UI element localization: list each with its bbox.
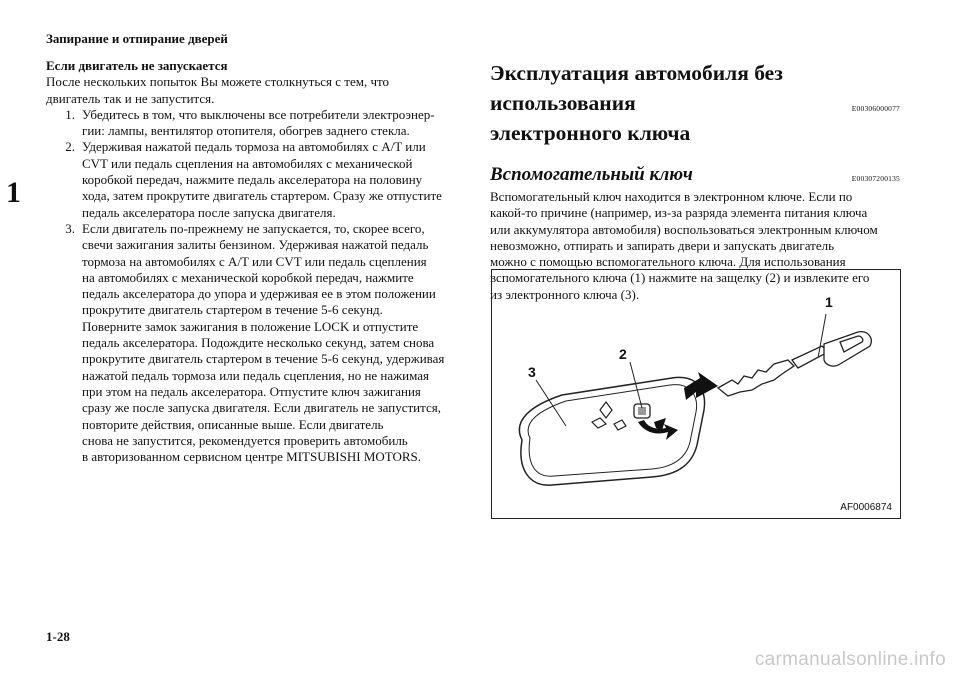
figure-code: AF0006874 <box>840 502 892 513</box>
step-line: CVT или педаль сцепления на автомобилях с механической <box>82 155 413 171</box>
intro-line: двигатель так и не запустится. <box>46 90 215 106</box>
step-line: коробкой передач, нажмите педаль акселератора на половину <box>82 172 423 188</box>
chapter-tab: 1 <box>6 176 21 209</box>
step-line: прокрутите двигатель стартером в течение 5-6 секунд, удерживая <box>82 351 445 367</box>
body-line: Вспомогательный ключ находится в электронном ключе. Если по <box>490 189 853 204</box>
section-title-line: Эксплуатация автомобиля без использования <box>490 61 783 115</box>
callout-3: 3 <box>528 364 536 380</box>
page-header-title: Запирание и отпирание дверей <box>46 31 228 46</box>
body-line: из электронного ключа (3). <box>490 286 640 302</box>
step-text <box>82 139 466 220</box>
emergency-key <box>718 332 871 396</box>
step-line: в авторизованном сервисном центре MITSUBISHI MOTORS. <box>82 449 422 465</box>
step-line: гии: лампы, вентилятор отопителя, обогрев заднего стекла. <box>82 123 410 139</box>
body-line: можно с помощью вспомогательного ключа. Для использования <box>490 254 846 270</box>
step-line: при этом на педаль акселератора. Отпустите ключ зажигания <box>82 383 421 399</box>
step-line: сразу же после запуска двигателя. Если двигатель не запустится, <box>82 400 441 416</box>
section-title <box>490 58 904 148</box>
step-line: нажатой педаль тормоза или педаль сцепления, но не нажимая <box>82 367 429 383</box>
step-number: 3. <box>65 220 75 236</box>
body-line: вспомогательного ключа (1) нажмите на защелку (2) и извлеките его <box>490 270 870 286</box>
callout-2: 2 <box>619 346 627 362</box>
step-number: 1. <box>65 106 75 122</box>
key-drawing <box>492 270 900 518</box>
body-line: невозможно, отпирать и запирать двери и запускать двигатель <box>490 237 835 253</box>
body-line: или аккумулятора автомобиля) воспользоваться электронным ключом <box>490 221 878 237</box>
right-column <box>490 58 904 303</box>
step-line: хода, затем прокрутите двигатель стартером. Сразу же отпустите <box>82 188 442 204</box>
subsection-title: Вспомогательный ключ <box>490 164 693 185</box>
step-line: педаль акселератора после запуска двигателя. <box>82 204 336 220</box>
step-line: тормоза на автомобилях с A/T или CVT или педаль сцепления <box>82 253 427 269</box>
step-line: повторите действия, описанные выше. Если двигатель <box>82 416 384 432</box>
steps-list <box>46 107 466 466</box>
subsection-code: E00307200135 <box>851 174 900 183</box>
subheading-engine-not-start: Если двигатель не запускается <box>46 58 228 73</box>
step-line: снова не запустится, рекомендуется проверить автомобиль <box>82 432 408 448</box>
step-text <box>82 221 466 465</box>
step-line: Убедитесь в том, что выключены все потребители электроэнер- <box>82 106 435 122</box>
step-item <box>46 107 466 140</box>
step-line: прокрутите двигатель стартером в течение 5-6 секунд. <box>82 302 383 318</box>
step-item <box>46 139 466 220</box>
key-illustration <box>491 269 901 519</box>
watermark: carmanualsonline.info <box>754 649 946 670</box>
section-title-line: электронного ключа <box>490 121 691 145</box>
step-number: 2. <box>65 139 75 155</box>
step-line: Удерживая нажатой педаль тормоза на автомобилях с A/T или <box>82 139 426 155</box>
step-line: на автомобилях с механической коробкой передач, нажмите <box>82 269 414 285</box>
step-text <box>82 107 466 140</box>
electronic-key-body <box>519 377 704 485</box>
step-line: Если двигатель по-прежнему не запускается, то, скорее всего, <box>82 220 425 236</box>
step-line: педаль акселератора до упора и удерживая ее в этом положении <box>82 286 436 302</box>
left-column <box>46 58 466 465</box>
section-code: E00306000077 <box>851 104 900 113</box>
callout-1: 1 <box>825 294 833 310</box>
page-number: 1-28 <box>46 629 70 644</box>
step-line: свечи зажигания залиты бензином. Удерживая нажатой педаль <box>82 237 429 253</box>
step-line: Поверните замок зажигания в положение LOCK и отпустите <box>82 318 419 334</box>
body-line: какой-то причине (например, из-за разряда элемента питания ключа <box>490 205 868 221</box>
step-line: педаль акселератора. Подождите несколько секунд, затем снова <box>82 335 435 351</box>
intro-line: После нескольких попыток Вы можете столкнуться с тем, что <box>46 74 390 90</box>
step-item <box>46 221 466 465</box>
